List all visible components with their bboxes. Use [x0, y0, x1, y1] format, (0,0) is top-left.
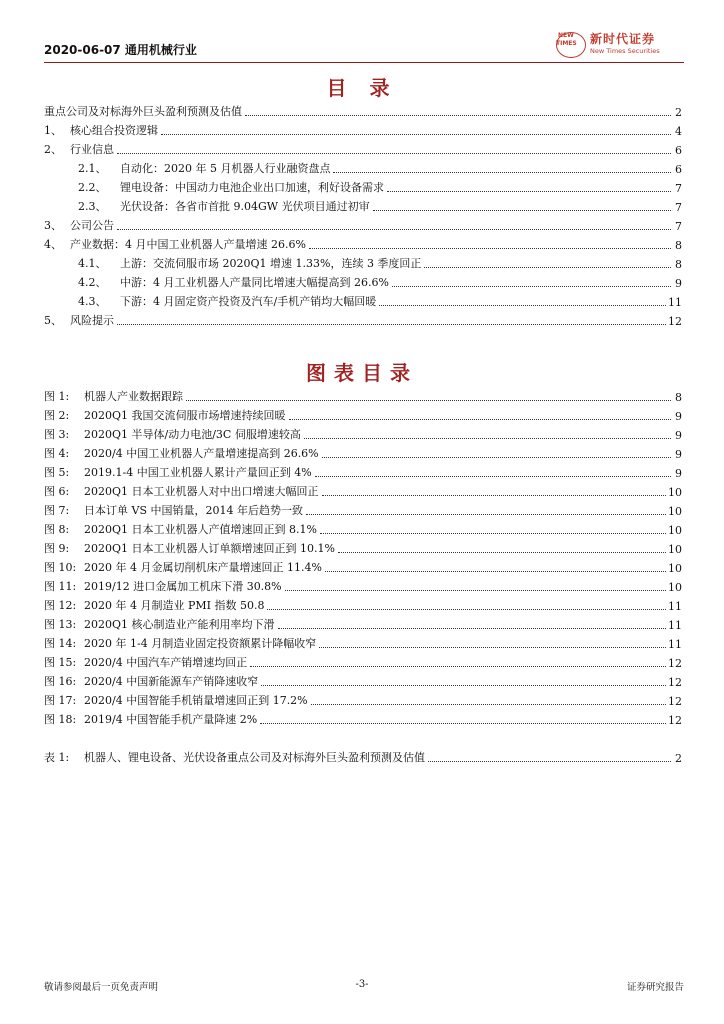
toc-entry-number: 图 7:: [44, 504, 70, 517]
toc-entry-page: 4: [675, 125, 682, 138]
toc-entry[interactable]: [44, 442, 682, 461]
dot-leader: [322, 495, 666, 496]
toc-entry-label: 锂电设备：中国动力电池企业出口加速，利好设备需求: [120, 181, 384, 194]
dot-leader: [289, 419, 671, 420]
toc-entry-label: 2020 年 1-4 月制造业固定投资额累计降幅收窄: [84, 637, 317, 650]
toc-entry-page: 2: [675, 106, 682, 119]
logo-times-text: TIMES: [556, 40, 577, 47]
toc-entry-text: [44, 711, 260, 727]
toc-entry[interactable]: [44, 670, 682, 689]
dot-leader: [306, 514, 666, 515]
toc-entry[interactable]: [44, 214, 682, 233]
toc-entry-label: 2020Q1 日本工业机器人订单额增速回正到 10.1%: [84, 542, 335, 555]
logo-chinese-name: 新时代证券: [590, 32, 656, 46]
toc-entry-label: 产业数据：4 月中国工业机器人产量增速 26.6%: [70, 238, 306, 251]
toc-entry-page: 9: [675, 429, 682, 442]
toc-entry[interactable]: [44, 100, 682, 119]
toc-entry[interactable]: [44, 746, 682, 765]
toc-entry-text: [44, 502, 306, 518]
toc-entry[interactable]: [44, 499, 682, 518]
toc-entry-number: 2.2、: [78, 181, 107, 194]
toc-entry-text: [44, 578, 285, 594]
toc-entry-text: [44, 236, 309, 252]
toc-entry[interactable]: [44, 708, 682, 727]
dot-leader: [285, 590, 666, 591]
toc-entry-label: 中游：4 月工业机器人产量同比增速大幅提高到 26.6%: [120, 276, 389, 289]
toc-entry-label: 2019/12 进口金属加工机床下滑 30.8%: [84, 580, 282, 593]
toc-entry-label: 2020/4 中国工业机器人产量增速提高到 26.6%: [84, 447, 319, 460]
toc-entry-text: [44, 654, 250, 670]
toc-entry-label: 核心组合投资逻辑: [70, 124, 158, 137]
toc-entry-text: [78, 255, 424, 271]
toc-entry-number: 3、: [44, 219, 62, 232]
toc-entry-number: 2、: [44, 143, 62, 156]
dot-leader: [379, 305, 666, 306]
toc-entry-number: 5、: [44, 314, 62, 327]
toc-entry-page: 8: [675, 239, 682, 252]
toc-entry-page: 9: [675, 277, 682, 290]
toc-entry-page: 10: [668, 505, 682, 518]
dot-leader: [322, 457, 671, 458]
dot-leader: [278, 628, 666, 629]
toc-entry-text: [44, 559, 325, 575]
toc-entry-page: 6: [675, 144, 682, 157]
toc-entry-page: 8: [675, 391, 682, 404]
toc-entry-text: [44, 426, 304, 442]
toc-entry-text: [44, 122, 161, 138]
dot-leader: [315, 476, 671, 477]
toc-entry-number: 4、: [44, 238, 62, 251]
header-date-category: 2020-06-07 通用机械行业: [44, 43, 197, 57]
toc-list: [44, 100, 682, 328]
toc-entry-number: 图 8:: [44, 523, 70, 536]
toc-entry-text: [78, 179, 387, 195]
toc-entry[interactable]: [44, 480, 682, 499]
dot-leader: [319, 647, 666, 648]
toc-entry-number: 图 1:: [44, 390, 70, 403]
toc-entry[interactable]: [44, 537, 682, 556]
footer-report-type: 证券研究报告: [626, 982, 684, 993]
toc-entry[interactable]: [44, 290, 682, 309]
toc-entry[interactable]: [44, 632, 682, 651]
dot-leader: [325, 571, 666, 572]
toc-entry-text: [44, 749, 428, 765]
toc-entry-label: 2020/4 中国新能源车产销降速收窄: [84, 675, 259, 688]
dot-leader: [311, 704, 666, 705]
toc-entry-page: 10: [668, 581, 682, 594]
dot-leader: [338, 552, 666, 553]
logo-new-text: NEW: [558, 32, 574, 39]
toc-entry-number: 4.1、: [78, 257, 107, 270]
figures-list: [44, 385, 682, 727]
toc-entry-label: 自动化：2020 年 5 月机器人行业融资盘点: [120, 162, 331, 175]
toc-entry[interactable]: [44, 195, 682, 214]
toc-entry-page: 12: [668, 657, 682, 670]
page-header: [44, 30, 684, 60]
toc-entry-label: 重点公司及对标海外巨头盈利预测及估值: [44, 105, 242, 118]
toc-entry-text: [44, 445, 322, 461]
toc-entry[interactable]: [44, 385, 682, 404]
toc-entry-number: 图 18:: [44, 713, 77, 726]
dot-leader: [333, 172, 671, 173]
toc-entry-label: 2020Q1 我国交流伺服市场增速持续回暖: [84, 409, 286, 422]
dot-leader: [304, 438, 671, 439]
toc-entry-number: 图 10:: [44, 561, 77, 574]
toc-entry-number: 图 16:: [44, 675, 77, 688]
toc-entry-text: [44, 597, 267, 613]
toc-entry-label: 风险提示: [70, 314, 114, 327]
toc-entry[interactable]: [44, 689, 682, 708]
toc-entry-label: 下游：4 月固定资产投资及汽车/手机产销均大幅回暖: [120, 295, 377, 308]
dot-leader: [373, 210, 671, 211]
toc-entry[interactable]: [44, 176, 682, 195]
footer-disclaimer: 敬请参阅最后一页免责声明: [44, 982, 159, 993]
toc-entry-label: 2020Q1 日本工业机器人对中出口增速大幅回正: [84, 485, 319, 498]
toc-entry-text: [44, 483, 322, 499]
dot-leader: [186, 400, 671, 401]
toc-entry-page: 10: [668, 524, 682, 537]
logo-english-name: New Times Securities: [590, 47, 660, 55]
toc-entry-text: [44, 521, 320, 537]
toc-entry-text: [44, 217, 117, 233]
toc-entry[interactable]: [44, 594, 682, 613]
dot-leader: [245, 115, 671, 116]
toc-entry-label: 上游：交流伺服市场 2020Q1 增速 1.33%，连续 3 季度回正: [120, 257, 422, 270]
toc-entry-number: 图 4:: [44, 447, 70, 460]
toc-entry-text: [44, 692, 311, 708]
toc-entry-page: 9: [675, 467, 682, 480]
toc-entry-page: 7: [675, 201, 682, 214]
dot-leader: [392, 286, 671, 287]
toc-entry-text: [78, 274, 392, 290]
toc-entry[interactable]: [44, 423, 682, 442]
toc-entry-label: 2020/4 中国汽车产销增速均回正: [84, 656, 248, 669]
toc-entry-text: [44, 673, 261, 689]
dot-leader: [250, 666, 666, 667]
toc-entry-number: 2.3、: [78, 200, 107, 213]
toc-entry-page: 7: [675, 220, 682, 233]
toc-entry[interactable]: [44, 613, 682, 632]
dot-leader: [309, 248, 671, 249]
toc-entry-page: 9: [675, 448, 682, 461]
dot-leader: [117, 229, 671, 230]
toc-entry-number: 表 1:: [44, 751, 70, 764]
dot-leader: [260, 723, 666, 724]
dot-leader: [261, 685, 666, 686]
toc-entry[interactable]: [44, 309, 682, 328]
toc-entry-number: 图 14:: [44, 637, 77, 650]
page-number: -3-: [355, 979, 369, 990]
toc-entry-page: 9: [675, 410, 682, 423]
toc-entry[interactable]: [44, 157, 682, 176]
toc-entry-label: 机器人、锂电设备、光伏设备重点公司及对标海外巨头盈利预测及估值: [84, 751, 425, 764]
toc-entry-label: 2020 年 4 月金属切削机床产量增速回正 11.4%: [84, 561, 322, 574]
toc-entry-number: 图 9:: [44, 542, 70, 555]
toc-entry-label: 2019/4 中国智能手机产量降速 2%: [84, 713, 258, 726]
toc-entry-number: 图 12:: [44, 599, 77, 612]
toc-entry-page: 10: [668, 543, 682, 556]
toc-entry-label: 公司公告: [70, 219, 114, 232]
toc-entry-number: 图 5:: [44, 466, 70, 479]
toc-entry-page: 10: [668, 486, 682, 499]
dot-leader: [117, 324, 666, 325]
toc-entry-number: 图 17:: [44, 694, 77, 707]
toc-entry[interactable]: [44, 651, 682, 670]
dot-leader: [161, 134, 671, 135]
toc-entry-text: [44, 616, 278, 632]
toc-entry-text: [78, 293, 379, 309]
toc-entry-label: 2020 年 4 月制造业 PMI 指数 50.8: [84, 599, 265, 612]
toc-entry[interactable]: [44, 138, 682, 157]
toc-entry-label: 行业信息: [70, 143, 114, 156]
toc-entry-label: 2020Q1 半导体/动力电池/3C 伺服增速较高: [84, 428, 301, 441]
toc-entry-label: 2020/4 中国智能手机销量增速回正到 17.2%: [84, 694, 308, 707]
toc-entry-number: 4.3、: [78, 295, 107, 308]
toc-entry-label: 光伏设备：各省市首批 9.04GW 光伏项目通过初审: [120, 200, 370, 213]
toc-entry[interactable]: [44, 119, 682, 138]
toc-entry-text: [44, 312, 117, 328]
toc-entry-page: 8: [675, 258, 682, 271]
company-logo: [534, 30, 684, 60]
toc-entry-number: 4.2、: [78, 276, 107, 289]
dot-leader: [320, 533, 666, 534]
header-divider: [44, 62, 684, 63]
dot-leader: [428, 761, 671, 762]
toc-entry[interactable]: [44, 461, 682, 480]
toc-entry-number: 图 13:: [44, 618, 77, 631]
toc-entry-page: 10: [668, 562, 682, 575]
dot-leader: [424, 267, 671, 268]
toc-entry[interactable]: [44, 271, 682, 290]
toc-entry-page: 12: [668, 695, 682, 708]
toc-entry-text: [44, 103, 245, 119]
toc-entry-text: [78, 160, 333, 176]
toc-entry-page: 11: [668, 600, 682, 613]
dot-leader: [117, 153, 671, 154]
tables-list: [44, 746, 682, 765]
toc-entry-label: 2020Q1 日本工业机器人产值增速回正到 8.1%: [84, 523, 317, 536]
toc-entry-text: [44, 540, 338, 556]
toc-entry-text: [78, 198, 373, 214]
toc-entry[interactable]: [44, 233, 682, 252]
toc-entry-number: 图 2:: [44, 409, 70, 422]
toc-entry-page: 11: [668, 619, 682, 632]
toc-entry-number: 图 3:: [44, 428, 70, 441]
toc-entry-page: 6: [675, 163, 682, 176]
dot-leader: [387, 191, 671, 192]
toc-entry[interactable]: [44, 556, 682, 575]
toc-entry-page: 11: [668, 296, 682, 309]
toc-entry[interactable]: [44, 575, 682, 594]
toc-entry-page: 12: [668, 714, 682, 727]
toc-entry-text: [44, 141, 117, 157]
toc-entry-number: 2.1、: [78, 162, 107, 175]
toc-entry-page: 2: [675, 752, 682, 765]
toc-entry-number: 图 6:: [44, 485, 70, 498]
toc-entry[interactable]: [44, 518, 682, 537]
toc-entry-text: [44, 407, 289, 423]
toc-entry-number: 1、: [44, 124, 62, 137]
toc-entry-label: 2020Q1 核心制造业产能利用率均下滑: [84, 618, 275, 631]
toc-entry-text: [44, 464, 315, 480]
toc-entry-text: [44, 635, 319, 651]
dot-leader: [267, 609, 666, 610]
toc-entry[interactable]: [44, 404, 682, 423]
toc-entry-text: [44, 388, 186, 404]
toc-entry-page: 12: [668, 315, 682, 328]
toc-entry-label: 机器人产业数据跟踪: [84, 390, 183, 403]
toc-entry-number: 图 15:: [44, 656, 77, 669]
toc-entry[interactable]: [44, 252, 682, 271]
toc-entry-label: 日本订单 VS 中国销量，2014 年后趋势一致: [84, 504, 303, 517]
toc-entry-label: 2019.1-4 中国工业机器人累计产量回正到 4%: [84, 466, 312, 479]
toc-entry-page: 11: [668, 638, 682, 651]
toc-entry-page: 12: [668, 676, 682, 689]
toc-entry-page: 7: [675, 182, 682, 195]
toc-title: 目 录: [326, 76, 398, 100]
figures-title: 图表目录: [306, 361, 418, 385]
toc-entry-number: 图 11:: [44, 580, 77, 593]
